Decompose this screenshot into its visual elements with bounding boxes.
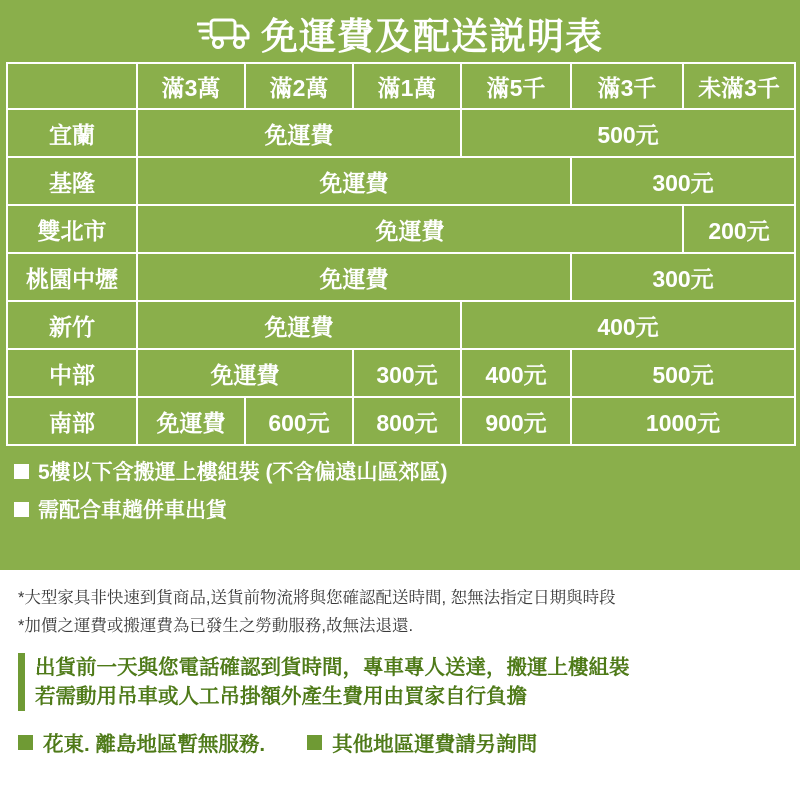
fee-table-body: [7, 109, 795, 445]
fee-cell: 900元: [461, 397, 571, 445]
notes-list: [0, 446, 800, 536]
note-text: 5樓以下含搬運上樓組裝 (不含偏遠山區郊區): [38, 461, 448, 484]
list-item: [14, 494, 786, 524]
fee-cell: 400元: [461, 301, 795, 349]
table-row: [7, 205, 795, 253]
table-corner-cell: [7, 63, 137, 109]
fee-table: [6, 62, 796, 446]
region-label: 南部: [7, 397, 137, 445]
table-row: [7, 397, 795, 445]
fee-cell: 300元: [571, 253, 795, 301]
fee-cell: 免運費: [137, 349, 353, 397]
list-item: [14, 456, 786, 486]
fee-cell: 300元: [571, 157, 795, 205]
fee-cell: 400元: [461, 349, 571, 397]
vertical-bar-accent: [18, 653, 25, 711]
fee-cell: 500元: [461, 109, 795, 157]
footer-panel: [0, 570, 800, 800]
table-row: [7, 349, 795, 397]
fee-cell: 免運費: [137, 157, 571, 205]
region-label: 新竹: [7, 301, 137, 349]
fee-cell: 免運費: [137, 205, 683, 253]
table-row: [7, 301, 795, 349]
note-text: 需配合車趟併車出貨: [38, 499, 227, 522]
page-header: [0, 0, 800, 62]
fee-cell: 免運費: [137, 109, 461, 157]
region-label: 雙北市: [7, 205, 137, 253]
fee-cell: 免運費: [137, 301, 461, 349]
fee-cell: 免運費: [137, 253, 571, 301]
table-header-row: [7, 63, 795, 109]
truck-icon: [197, 14, 251, 52]
page-title: 免運費及配送説明表: [261, 16, 603, 57]
region-label: 中部: [7, 349, 137, 397]
column-header-tier-4: 滿5千: [461, 63, 571, 109]
bullet-square-icon: [14, 464, 29, 479]
region-label: 基隆: [7, 157, 137, 205]
footer-note-right: 其他地區運費請另詢問: [332, 733, 538, 757]
bullet-square-icon: [18, 735, 33, 750]
highlight-block: [18, 653, 782, 711]
fee-cell: 800元: [353, 397, 461, 445]
footer-note-left: 花東. 離島地區暫無服務.: [43, 733, 266, 757]
fee-table-head: [7, 63, 795, 109]
fee-cell: 600元: [245, 397, 353, 445]
region-label: 桃園中壢: [7, 253, 137, 301]
footer-notes-row: [18, 727, 782, 757]
column-header-tier-2: 滿2萬: [245, 63, 353, 109]
highlight-text: [35, 653, 630, 711]
bullet-square-icon: [14, 502, 29, 517]
fee-cell: 1000元: [571, 397, 795, 445]
region-label: 宜蘭: [7, 109, 137, 157]
fee-cell: 200元: [683, 205, 795, 253]
bullet-square-icon: [307, 735, 322, 750]
fee-cell: 500元: [571, 349, 795, 397]
column-header-tier-1: 滿3萬: [137, 63, 245, 109]
column-header-tier-3: 滿1萬: [353, 63, 461, 109]
fineprint-line-1: *大型家具非快速到貨商品,送貨前物流將與您確認配送時間, 恕無法指定日期與時段: [18, 589, 616, 607]
fee-table-container: [0, 62, 800, 446]
table-row: [7, 253, 795, 301]
fee-cell: 免運費: [137, 397, 245, 445]
column-header-tier-6: 未滿3千: [683, 63, 795, 109]
fee-cell: 300元: [353, 349, 461, 397]
table-row: [7, 157, 795, 205]
highlight-line-2: 若需動用吊車或人工吊掛額外產生費用由買家自行負擔: [35, 685, 527, 709]
highlight-line-1: 出貨前一天與您電話確認到貨時間，專車專人送達，搬運上樓組裝: [35, 656, 630, 680]
fineprint-line-2: *加價之運費或搬運費為已發生之勞動服務,故無法退還.: [18, 616, 414, 635]
table-row: [7, 109, 795, 157]
column-header-tier-5: 滿3千: [571, 63, 683, 109]
